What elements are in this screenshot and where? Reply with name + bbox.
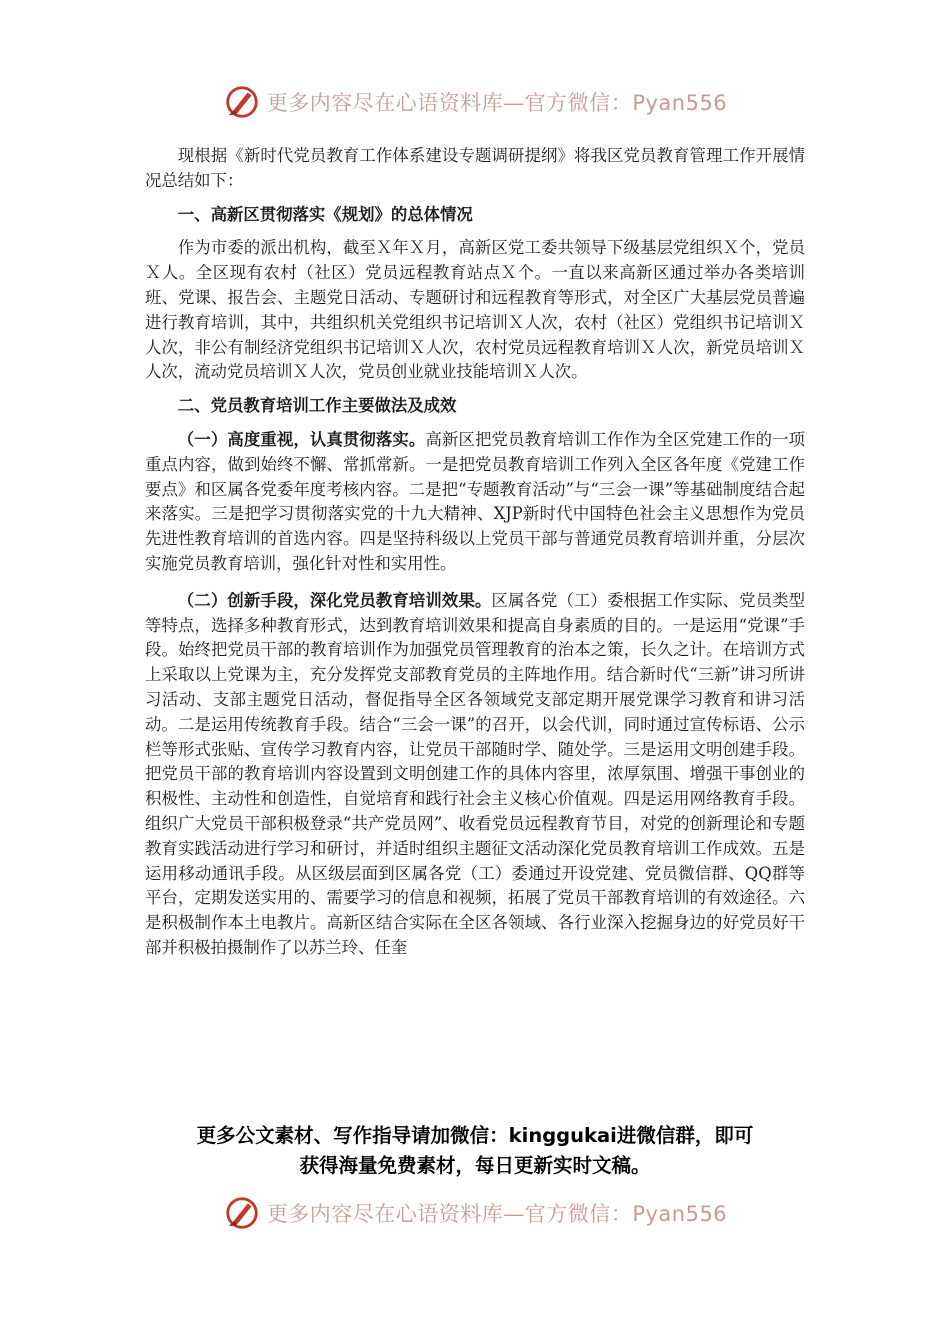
paragraph-lead: （一）高度重视，认真贯彻落实。	[177, 429, 426, 449]
brand-logo-icon	[223, 83, 261, 121]
paragraph-lead: （二）创新手段，深化党员教育培训效果。	[177, 590, 492, 610]
watermark-bottom	[0, 1191, 950, 1235]
promo-notice	[100, 1121, 850, 1181]
watermark-top	[0, 80, 950, 124]
section-1-heading: 一、高新区贯彻落实《规划》的总体情况	[177, 204, 473, 224]
watermark-text: 更多内容尽在心语资料库—官方微信：Pyan556	[266, 91, 728, 115]
paragraph-text: 区属各党（工）委根据工作实际、党员类型等特点，选择多种教育形式，达到教育培训效果和提高自身素质的目的。一是运用“党课”手段。始终把党员干部的教育培训作为加强党员管理教育的治本之策，长久之计。在培训方式上采取以上党课为主，充分发挥党支部教育党员的主阵地作用。结合新时代“三新”讲习所讲习活动、支部主题党日活动，督促指导全区各领域党支部定期开展党课学习教育和讲习活动。二是运用传统教育手段。结合“三会一课”的召开，以会代训，同时通过宣传标语、公示栏等形式张贴、宣传学习教育内容，让党员干部随时学、随处学。三是运用文明创建手段。把党员干部的教育培训内容设置到文明创建工作的具体内容里，浓厚氛围、增强干事创业的积极性、主动性和创造性，自觉培育和践行社会主义核心价值观。四是运用网络教育手段。组织广大党员干部积极登录“共产党员网”、收看党员远程教育节目，对党的创新理论和专题教育实践活动进行学习和研讨，并适时组织主题征文活动深化党员教育培训工作成效。五是运用移动通讯手段。从区级层面到区属各党（工）委通过开设党建、党员微信群、QQ群等平台，定期发送实用的、需要学习的信息和视频，拓展了党员干部教育培训的有效途径。六是积极制作本土电教片。高新区结合实际在全区各领域、各行业深入挖掘身边的好党员好干部并积极拍摄制作了以苏兰玲、任奎	[145, 590, 806, 957]
document-body	[145, 144, 805, 961]
promo-line-2: 获得海量免费素材，每日更新实时文稿。	[299, 1154, 651, 1177]
intro-paragraph: 现根据《新时代党员教育工作体系建设专题调研提纲》将我区党员教育管理工作开展情况总结如下：	[145, 146, 805, 190]
brand-logo-icon	[223, 1194, 261, 1232]
section-1-paragraph: 作为市委的派出机构，截至Ｘ年Ｘ月，高新区党工委共领导下级基层党组织Ｘ个，党员Ｘ人。全区现有农村（社区）党员远程教育站点Ｘ个。一直以来高新区通过举办各类培训班、党课、报告会、主题党日活动、专题研讨和远程教育等形式，对全区广大基层党员普遍进行教育培训，其中，共组织机关党组织书记培训Ｘ人次，农村（社区）党组织书记培训Ｘ人次，非公有制经济党组织书记培训Ｘ人次，农村党员远程教育培训Ｘ人次，新党员培训Ｘ人次，流动党员培训Ｘ人次，党员创业就业技能培训Ｘ人次。	[145, 238, 805, 382]
promo-line-1: 更多公文素材、写作指导请加微信：kinggukai进微信群，即可	[196, 1124, 754, 1147]
section-2-paragraph-1	[145, 428, 805, 577]
section-2-paragraph-2	[145, 589, 805, 961]
section-2-heading: 二、党员教育培训工作主要做法及成效	[177, 396, 457, 416]
watermark-text: 更多内容尽在心语资料库—官方微信：Pyan556	[266, 1202, 728, 1226]
paragraph-text: 高新区把党员教育培训工作作为全区党建工作的一项重点内容，做到始终不懈、常抓常新。一是把党员教育培训工作列入全区各年度《党建工作要点》和区属各党委年度考核内容。二是把“专题教育活动”与“三会一课”等基础制度结合起来落实。三是把学习贯彻落实党的十九大精神、XJP新时代中国特色社会主义思想作为党员先进性教育培训的首选内容。四是坚持科级以上党员干部与普通党员教育培训并重，分层次实施党员教育培训，强化针对性和实用性。	[145, 429, 806, 573]
